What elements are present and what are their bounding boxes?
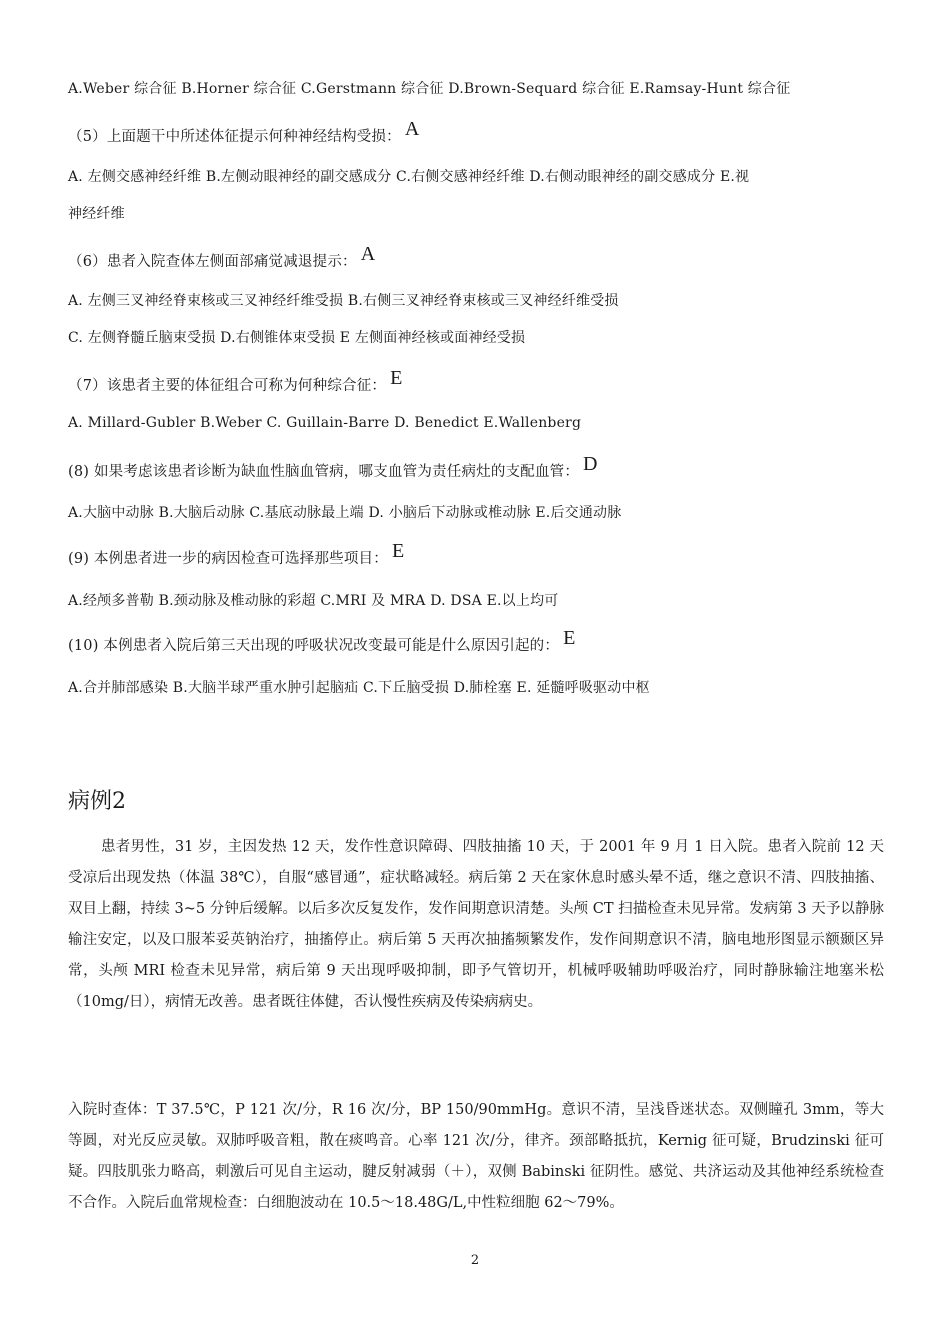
question-10-answer: E (563, 627, 576, 649)
question-5-text: （5）上面题干中所述体征提示何种神经结构受损： (68, 129, 401, 145)
question-7 (68, 367, 403, 396)
question-10-text: (10) 本例患者入院后第三天出现的呼吸状况改变最可能是什么原因引起的： (68, 638, 560, 654)
case-2-history-paragraph: 患者男性，31 岁，主因发热 12 天，发作性意识障碍、四肢抽搐 10 天，于 2001 年 9 月 1 日入院。患者入院前 12 天受凉后出现发热（体温 38℃），自服“感冒通”，症状略减轻。病后第 2 天在家休息时感头晕不适，继之意识不清、四肢抽搐、双目上翻，持续 3~5 分钟后缓解。以后多次反复发作，发作间期意识清楚。头颅 CT 扫描检查未见异常。发病第 3 天予以静脉输注安定，以及口服苯妥英钠治疗，抽搐停止。病后第 5 天再次抽搐频繁发作，发作间期意识不清，脑电地形图显示额颞区异常，头颅 MRI 检查未见异常，病后第 9 天出现呼吸抑制，即予气管切开，机械呼吸辅助呼吸治疗，同时静脉输注地塞米松（10mg/日），病情无改善。患者既往体健，否认慢性疾病及传染病病史。 (68, 839, 884, 1010)
case-2-heading: 病例2 (68, 789, 126, 814)
q8-options: A.大脑中动脉 B.大脑后动脉 C.基底动脉最上端 D. 小脑后下动脉或椎动脉 E.后交通动脉 (68, 505, 622, 521)
q5-options-line2: 神经纤维 (68, 206, 125, 222)
question-9 (68, 540, 405, 569)
question-6 (68, 243, 376, 272)
question-7-text: （7）该患者主要的体征组合可称为何种综合征： (68, 378, 387, 394)
case-2-exam-paragraph: 入院时查体：T 37.5℃，P 121 次/分，R 16 次/分，BP 150/90mmHg。意识不清，呈浅昏迷状态。双侧瞳孔 3mm，等大等圆，对光反应灵敏。双肺呼吸音粗，散在痰鸣音。心率 121 次/分，律齐。颈部略抵抗，Kernig 征可疑，Brudzinski 征可疑。四肢肌张力略高，刺激后可见自主运动，腱反射减弱（＋），双侧 Babinski 征阴性。感觉、共济运动及其他神经系统检查不合作。入院后血常规检查：白细胞波动在 10.5～18.48G/L,中性粒细胞 62～79%。 (68, 1102, 884, 1211)
question-7-answer: E (390, 367, 403, 389)
question-5-answer: A (404, 118, 420, 140)
q5-options-line1: A. 左侧交感神经纤维 B.左侧动眼神经的副交感成分 C.右侧交感神经纤维 D.右侧动眼神经的副交感成分 E.视 (68, 169, 750, 185)
q10-options: A.合并肺部感染 B.大脑半球严重水肿引起脑疝 C.下丘脑受损 D.肺栓塞 E. 延髓呼吸驱动中枢 (68, 680, 650, 696)
question-6-text: （6）患者入院查体左侧面部痛觉减退提示： (68, 254, 357, 270)
question-10 (68, 627, 576, 656)
question-8-text: (8) 如果考虑该患者诊断为缺血性脑血管病，哪支血管为责任病灶的支配血管： (68, 464, 580, 480)
q6-options-line2: C. 左侧脊髓丘脑束受损 D.右侧锥体束受损 E 左侧面神经核或面神经受损 (68, 330, 526, 346)
q4-options: A.Weber 综合征 B.Horner 综合征 C.Gerstmann 综合征 D.Brown-Sequard 综合征 E.Ramsay-Hunt 综合征 (68, 81, 791, 97)
page-number: 2 (470, 1253, 480, 1268)
q6-options-line1: A. 左侧三叉神经脊束核或三叉神经纤维受损 B.右侧三叉神经脊束核或三叉神经纤维受损 (68, 293, 619, 309)
question-6-answer: A (360, 243, 376, 265)
q9-options: A.经颅多普勒 B.颈动脉及椎动脉的彩超 C.MRI 及 MRA D. DSA E.以上均可 (68, 593, 559, 609)
question-8 (68, 453, 598, 482)
question-8-answer: D (583, 453, 598, 475)
q7-options: A. Millard-Gubler B.Weber C. Guillain-Barre D. Benedict E.Wallenberg (68, 415, 582, 431)
question-9-text: (9) 本例患者进一步的病因检查可选择那些项目： (68, 551, 388, 567)
question-5 (68, 118, 420, 147)
question-9-answer: E (391, 540, 405, 562)
